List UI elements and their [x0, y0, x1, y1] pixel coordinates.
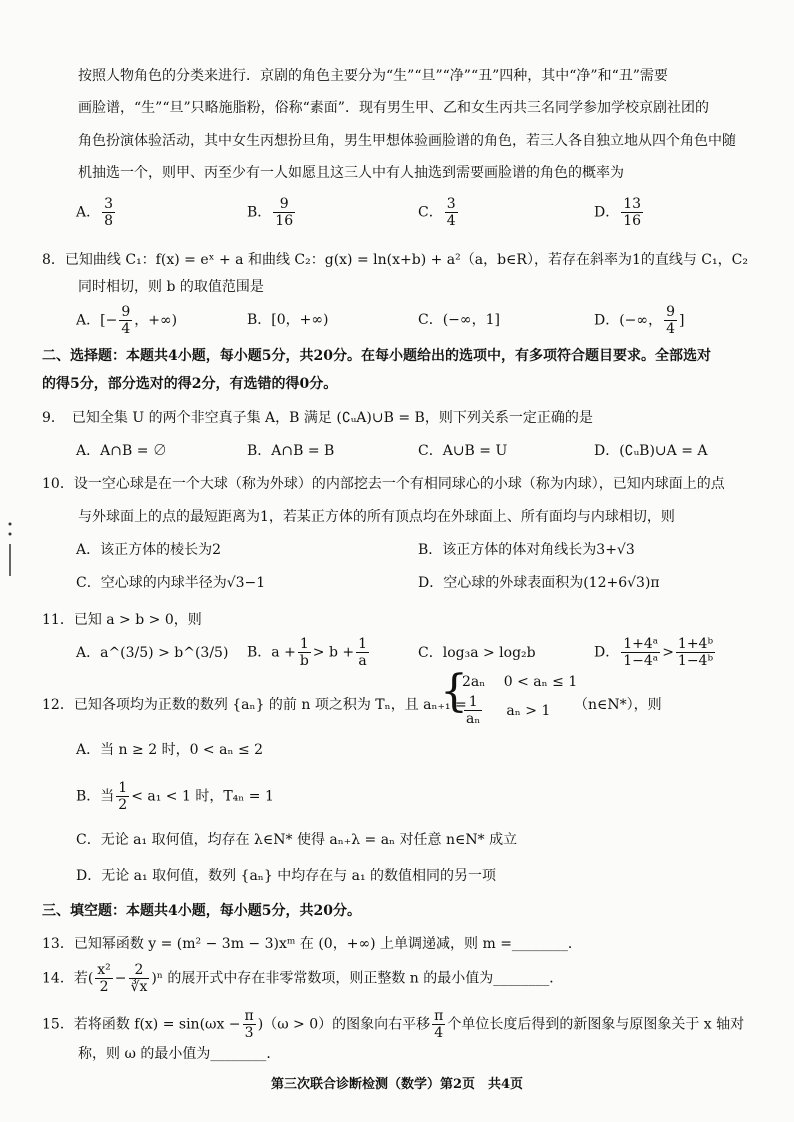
q11-stem: 11．已知 a > b > 0，则 — [42, 612, 202, 628]
q11-option-c[interactable]: C．log₃a > log₂b — [418, 645, 536, 661]
q12-option-d[interactable]: D．无论 a₁ 取何值，数列 {aₙ} 中均存在与 a₁ 的数值相同的另一项 — [76, 868, 497, 884]
q9-stem: 9． 已知全集 U 的两个非空真子集 A，B 满足 (∁ᵤA)∪B = B，则下列关系一定正确的是 — [42, 410, 593, 426]
section-2-heading-line-2: 的得5分，部分选对的得2分，有选错的得0分。 — [42, 376, 338, 392]
q7-line-3: 角色扮演体验活动，其中女生丙想扮旦角，男生甲想体验画脸谱的角色，若三人各自独立地从四个角色中随 — [78, 133, 736, 149]
q10-stem-line-1: 10．设一空心球是在一个大球（称为外球）的内部挖去一个有相同球心的小球（称为内球），已知内球面上的点 — [42, 476, 725, 492]
q9-option-a[interactable]: A．A∩B = ∅ — [76, 443, 167, 459]
section-3-heading: 三、填空题：本题共4小题，每小题5分，共20分。 — [42, 903, 361, 919]
q12-option-b[interactable]: B．当 $\frac{1}{2}$ < a₁ < 1 时，T₄ₙ = 1 — [76, 780, 274, 813]
q8-option-d[interactable]: D．(−∞， $\frac{9}{4}$ ] — [594, 304, 685, 337]
q7-line-4: 机抽选一个，则甲、丙至少有一人如愿且这三人中有人抽选到需要画脸谱的角色的概率为 — [78, 165, 624, 181]
q9-option-c[interactable]: C．A∪B = U — [418, 443, 508, 459]
q12-case-1: 2aₙ 0 < aₙ ≤ 1 — [462, 674, 578, 690]
q10-option-b[interactable]: B．该正方体的体对角线长为3+√3 — [418, 542, 635, 558]
q9-option-b[interactable]: B．A∩B = B — [247, 443, 335, 459]
q12-stem-end: （n∈N*），则 — [574, 697, 662, 713]
q12-stem: 12．已知各项均为正数的数列 {aₙ} 的前 n 项之积为 Tₙ，且 aₙ₊₁ = — [42, 697, 467, 713]
q14-stem: 14．若( $\frac{\text{x²}}{2}$ − $\frac{2}{∛x}$ )ⁿ 的展开式中存在非零常数项，则正整数 n 的最小值为________． — [42, 962, 564, 995]
q15-stem-line-2: 称，则 ω 的最小值为________． — [78, 1046, 281, 1062]
q7-option-d[interactable]: D． $\frac{13}{16}$ — [594, 196, 642, 229]
q7-option-b[interactable]: B． $\frac{9}{16}$ — [247, 196, 294, 229]
q11-option-b[interactable]: B．a + $\frac{1}{b}$ > b + $\frac{1}{a}$ — [247, 636, 368, 669]
q11-option-a[interactable]: A．a^(3/5) > b^(3/5) — [76, 645, 229, 661]
section-2-heading: 二、选择题：本题共4小题，每小题5分，共20分。在每小题给出的选项中，有多项符合题目要求。全部选对 — [42, 348, 711, 364]
q13-stem: 13．已知幂函数 y = (m² − 3m − 3)xᵐ 在 (0，+∞) 上单调递减，则 m =________． — [42, 936, 582, 952]
q8-stem-line-1: 8．已知曲线 C₁：f(x) = eˣ + a 和曲线 C₂：g(x) = ln(x+b) + a²（a，b∈R），若存在斜率为1的直线与 C₁，C₂ — [42, 252, 748, 268]
q8-option-a[interactable]: A．[− $\frac{9}{4}$ ，+∞) — [76, 304, 178, 337]
q11-option-d[interactable]: D． $\frac{\text{1+4ᵃ}}{\text{1−4ᵃ}}$ > $\frac{\text{1+4ᵇ}}{\text{1−4ᵇ}}$ — [594, 636, 714, 669]
q8-stem-line-2: 同时相切，则 b 的取值范围是 — [78, 279, 264, 295]
q10-option-d[interactable]: D．空心球的外球表面积为(12+6√3)π — [418, 575, 660, 591]
binding-mark-icon — [4, 520, 16, 580]
q9-option-d[interactable]: D．(∁ᵤB)∪A = A — [594, 443, 708, 459]
q8-option-c[interactable]: C．(−∞，1] — [418, 312, 500, 328]
q7-option-a[interactable]: A． $\frac{3}{8}$ — [76, 196, 114, 229]
q7-line-1: 按照人物角色的分类来进行．京剧的角色主要分为“生”“旦”“净”“丑”四种，其中“净”和“丑”需要 — [78, 68, 668, 84]
q10-option-a[interactable]: A．该正方体的棱长为2 — [76, 542, 222, 558]
q8-option-b[interactable]: B．[0，+∞) — [247, 312, 329, 328]
q12-case-2: $\frac{1}{\text{aₙ}}$ aₙ > 1 — [466, 694, 551, 727]
q12-option-a[interactable]: A．当 n ≥ 2 时，0 < aₙ ≤ 2 — [76, 742, 264, 758]
q7-option-c[interactable]: C． $\frac{3}{4}$ — [418, 196, 456, 229]
q12-piecewise-brace: { — [440, 666, 468, 717]
q12-option-c[interactable]: C．无论 a₁ 取何值，均存在 λ∈N* 使得 aₙ₊λ = aₙ 对任意 n∈N* 成立 — [76, 832, 518, 848]
q15-stem-line-1: 15．若将函数 f(x) = sin(ωx − $\frac{\pi}{3}$ )（ω > 0）的图象向右平移 $\frac{\pi}{4}$ 个单位长度后得到的新图象与原图象关于 x 轴对 — [42, 1008, 745, 1041]
q10-option-c[interactable]: C．空心球的内球半径为√3−1 — [76, 575, 266, 591]
q7-line-2: 画脸谱，“生”“旦”只略施脂粉，俗称“素面”．现有男生甲、乙和女生丙共三名同学参加学校京剧社团的 — [78, 100, 709, 116]
q10-stem-line-2: 与外球面上的点的最短距离为1，若某正方体的所有顶点均在外球面上、所有面均与内球相切，则 — [78, 509, 675, 525]
page-footer: 第三次联合诊断检测（数学）第2页 共4页 — [270, 1077, 524, 1092]
